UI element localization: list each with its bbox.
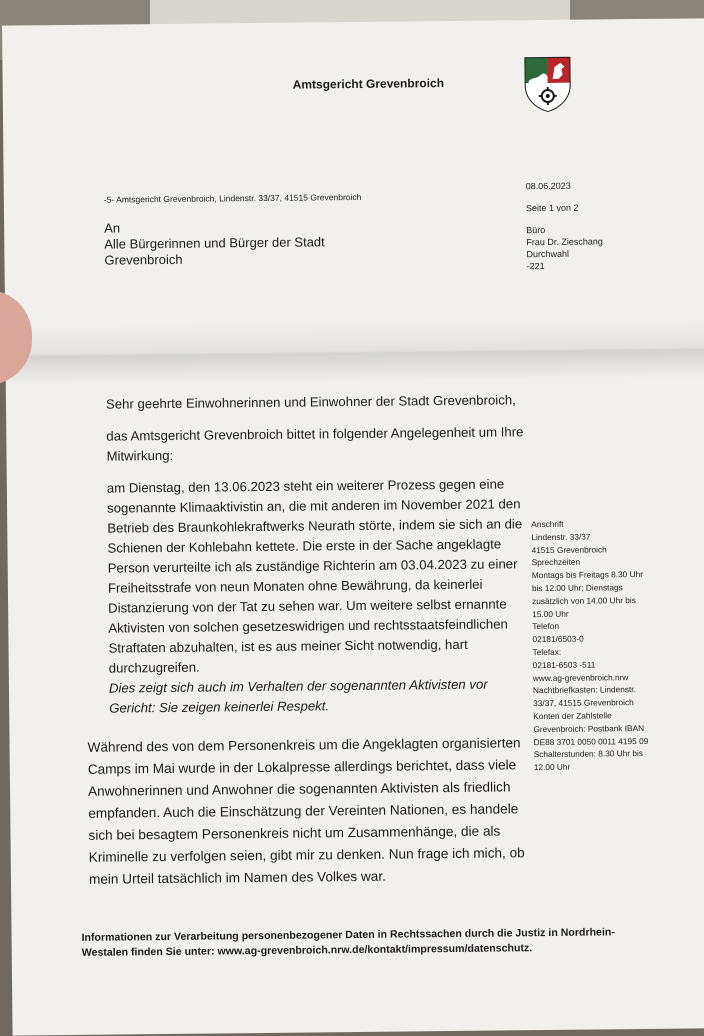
website: www.ag-grevenbroich.nrw: [532, 671, 629, 683]
closing-paragraph: Während des von dem Personenkreis um die Angeklagten organisierten Camps im Mai wurde in der Lokalpresse allerdings berichtet, dass viele Anwohnerinnen und Anwohner die sogenannten Aktivisten als friedlich empfanden. Auch die Einschätzung der Vereinten Nationen, es handele sich bei besagtem Personenkreis nicht um Zusammenhänge, die als Kriminelle zu verfolgen seien, gibt mir zu denken. Nun frage ich mich, ob mein Urteil tatsächlich im Namen des Volkes war.: [87, 735, 525, 887]
footer-line: Informationen zur Verarbeitung personenbezogener Daten in Rechtssachen durch die Justiz in Nordrhein-: [81, 926, 615, 944]
salutation: Sehr geehrte Einwohnerinnen und Einwohner der Stadt Grevenbroich,: [105, 392, 516, 412]
fax-number: 02181-6503 -511: [532, 659, 596, 670]
letter-meta: [526, 179, 603, 272]
hours-line: 15.00 Uhr: [532, 608, 569, 619]
contact-sidebar: [531, 516, 694, 774]
letter-body: [106, 390, 529, 730]
hours-label: Sprechzeiten: [531, 557, 581, 568]
phone-label: Telefon: [532, 621, 560, 632]
sender-return-address: -5- Amtsgericht Grevenbroich, Lindenstr. 33/37, 41515 Grevenbroich: [103, 191, 362, 205]
paper-fold: [5, 318, 704, 385]
addressee-line: An: [104, 220, 121, 236]
hours-line: bis 12.00 Uhr; Dienstags: [531, 582, 623, 594]
address-city: 41515 Grevenbroich: [531, 543, 607, 555]
fax-label: Telefax:: [532, 646, 562, 658]
court-name: Amtsgericht Grevenbroich: [292, 76, 445, 92]
counter-hours: Schalterstunden: 8.30 Uhr bis: [533, 748, 644, 760]
hours-line: Montags bis Freitags 8.30 Uhr: [531, 569, 643, 581]
extension-label: Durchwahl: [526, 248, 570, 260]
office-name: Frau Dr. Zieschang: [526, 236, 603, 248]
nightbox-line: Nachtbriefkasten: Lindenstr.: [532, 684, 636, 696]
extension-number: -221: [526, 261, 545, 272]
phone-number: 02181/6503-0: [532, 633, 584, 645]
counter-hours: 12.00 Uhr: [533, 761, 571, 773]
nightbox-line: 33/37, 41515 Grevenbroich: [533, 697, 634, 709]
address-street: Lindenstr. 33/37: [531, 531, 591, 542]
bank-name: Grevenbroich: Postbank IBAN: [533, 722, 645, 734]
addressee-line: Alle Bürgerinnen und Bürger der Stadt: [104, 234, 325, 252]
letter-date: 08.06.2023: [525, 180, 571, 192]
page-indicator: Seite 1 von 2: [525, 202, 579, 214]
main-paragraph: am Dienstag, den 13.06.2023 steht ein weiterer Prozess gegen eine sogenannte Klimaaktivistin an, die mit anderen im November 2021 den Betrieb des Braunkohlekraftwerks Neurath störte, indem sie sich an die Schienen der Kohlebahn kettete. Die erste in der Sache angeklagte Person verurteilte ich als zuständige Richterin am 03.04.2023 zu einer Freiheitsstrafe von neun Monaten ohne Bewährung, da keinerlei Distanzierung von der Tat zu sehen war. Um weitere selbst ernannte Aktivisten von solchen gesetzeswidrigen und rechtsstaatsfeindlichen Straftaten abzuhalten, ist es aus meiner Sicht notwendig, hart durchzugreifen.: [106, 476, 523, 676]
intro-paragraph: das Amtsgericht Grevenbroich bittet in folgender Angelegenheit um Ihre Mitwirkung:: [106, 424, 524, 464]
letter-sheet: [2, 18, 704, 1035]
office-label: Büro: [526, 224, 546, 236]
addressee-line: Grevenbroich: [104, 251, 183, 268]
address-label: Anschrift: [531, 518, 564, 530]
hours-line: zusätzlich von 14.00 Uhr bis: [532, 594, 636, 606]
italic-paragraph: Dies zeigt sich auch im Verhalten der sogenannten Aktivisten vor Gericht: Sie zeigen keinerlei Respekt.: [108, 676, 488, 716]
footer-line: Westalen finden Sie unter: www.ag-grevenbroich.nrw.de/kontakt/impressum/datenschutz.: [81, 942, 533, 959]
account-label: Konten der Zahlstelle: [533, 710, 612, 722]
addressee-block: [104, 218, 325, 268]
nrw-crest-icon: [522, 55, 573, 114]
privacy-footer: [82, 925, 682, 961]
iban: DE88 3701 0050 0011 4195 09: [533, 735, 649, 747]
